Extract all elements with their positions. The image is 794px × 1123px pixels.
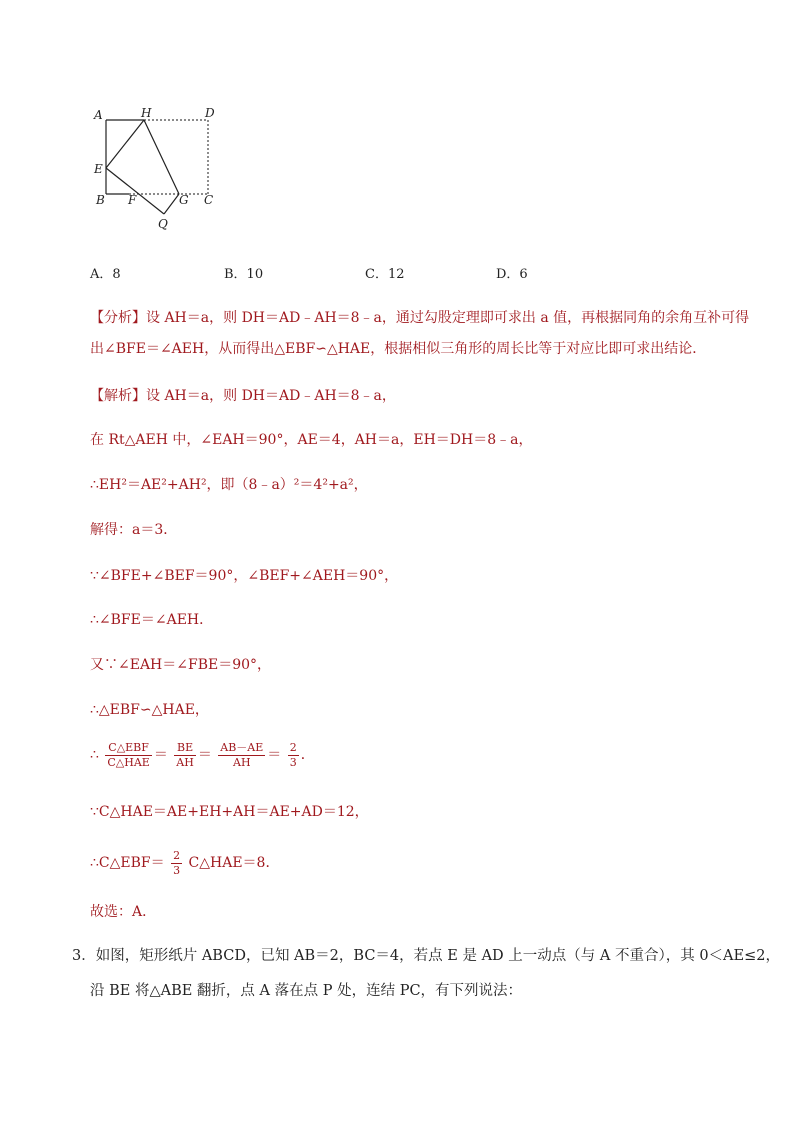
fraction-two-thirds [288, 741, 299, 770]
solution-conclusion: 故选：A． [90, 904, 157, 920]
choice-c: C．12 [365, 267, 405, 282]
label-A: A [94, 108, 103, 122]
fraction-denominator: 3 [289, 755, 297, 769]
fraction-numerator: C△EBF [105, 741, 151, 756]
question-3-line-2: 沿 BE 将△ABE 翻折，点 A 落在点 P 处，连结 PC，有下列说法： [90, 983, 523, 999]
fraction-be-ah [174, 741, 196, 770]
solution-line-1: 【解析】设 AH＝a，则 DH＝AD﹣AH＝8﹣a， [90, 388, 396, 404]
solution-line-11 [90, 846, 279, 880]
solution-line-8: ∴△EBF∽△HAE， [90, 702, 209, 718]
analysis-line-2: 出∠BFE＝∠AEH，从而得出△EBF∽△HAE，根据相似三角形的周长比等于对应比即可求出结论． [90, 341, 707, 357]
fraction-ab-ae-ah [218, 741, 265, 770]
label-F: F [128, 193, 137, 207]
solution-line-5: ∵∠BFE+∠BEF＝90°，∠BEF+∠AEH＝90°， [90, 568, 399, 584]
fraction-two-thirds [171, 849, 182, 878]
fraction-numerator: 2 [173, 848, 181, 862]
perimeter-hae-result: C△HAE＝8． [188, 855, 280, 871]
perimeter-ebf: ∴C△EBF＝ [90, 855, 165, 871]
fraction-denominator: AH [233, 755, 251, 769]
fraction-denominator: 3 [173, 863, 181, 877]
question-3-line-1: 3．如图，矩形纸片 ABCD，已知 AB＝2，BC＝4，若点 E 是 AD 上一动点（与 A 不重合），其 0＜AE≤2， [72, 948, 780, 964]
solution-line-4: 解得：a＝3． [90, 522, 178, 538]
solution-line-9: ∴ $\frac{\text{C△EBF}}{\text{C△HAE}}$ ＝ $\frac{BE}{AH}$ ＝ $\frac{AB-AE}{AH}$ ＝ $\frac{2}{3}$ ． [90, 740, 315, 769]
solution-line-7: 又∵∠EAH＝∠FBE＝90°， [90, 657, 272, 673]
geometry-figure [86, 100, 226, 235]
label-D: D [205, 106, 215, 120]
label-Q: Q [158, 217, 168, 231]
fraction-denominator: C△HAE [107, 755, 150, 769]
choice-d: D．6 [496, 267, 528, 282]
choice-a: A．8 [90, 267, 121, 282]
fraction-perimeter-ratio [105, 741, 151, 770]
fraction-numerator: AB－AE [220, 740, 264, 754]
label-G: G [179, 193, 189, 207]
solution-line-3: ∴EH²＝AE²+AH²，即（8﹣a）²＝4²+a²， [90, 477, 368, 493]
fraction-numerator: 2 [289, 740, 297, 754]
solution-line-6: ∴∠BFE＝∠AEH． [90, 612, 214, 628]
fraction-denominator: AH [176, 755, 194, 769]
label-H: H [141, 106, 152, 120]
label-C: C [204, 193, 214, 207]
choice-b: B．10 [224, 267, 264, 282]
therefore-symbol: ∴ [90, 747, 99, 763]
solution-line-10: ∵C△HAE＝AE+EH+AH＝AE+AD＝12， [90, 804, 369, 820]
label-E: E [94, 162, 103, 176]
label-B: B [96, 193, 105, 207]
solution-line-2: 在 Rt△AEH 中，∠EAH＝90°，AE＝4，AH＝a，EH＝DH＝8﹣a， [90, 432, 533, 448]
analysis-line-1: 【分析】设 AH＝a，则 DH＝AD﹣AH＝8﹣a，通过勾股定理即可求出 a 值，再根据同角的余角互补可得 [90, 310, 750, 326]
fraction-numerator: BE [174, 741, 196, 756]
